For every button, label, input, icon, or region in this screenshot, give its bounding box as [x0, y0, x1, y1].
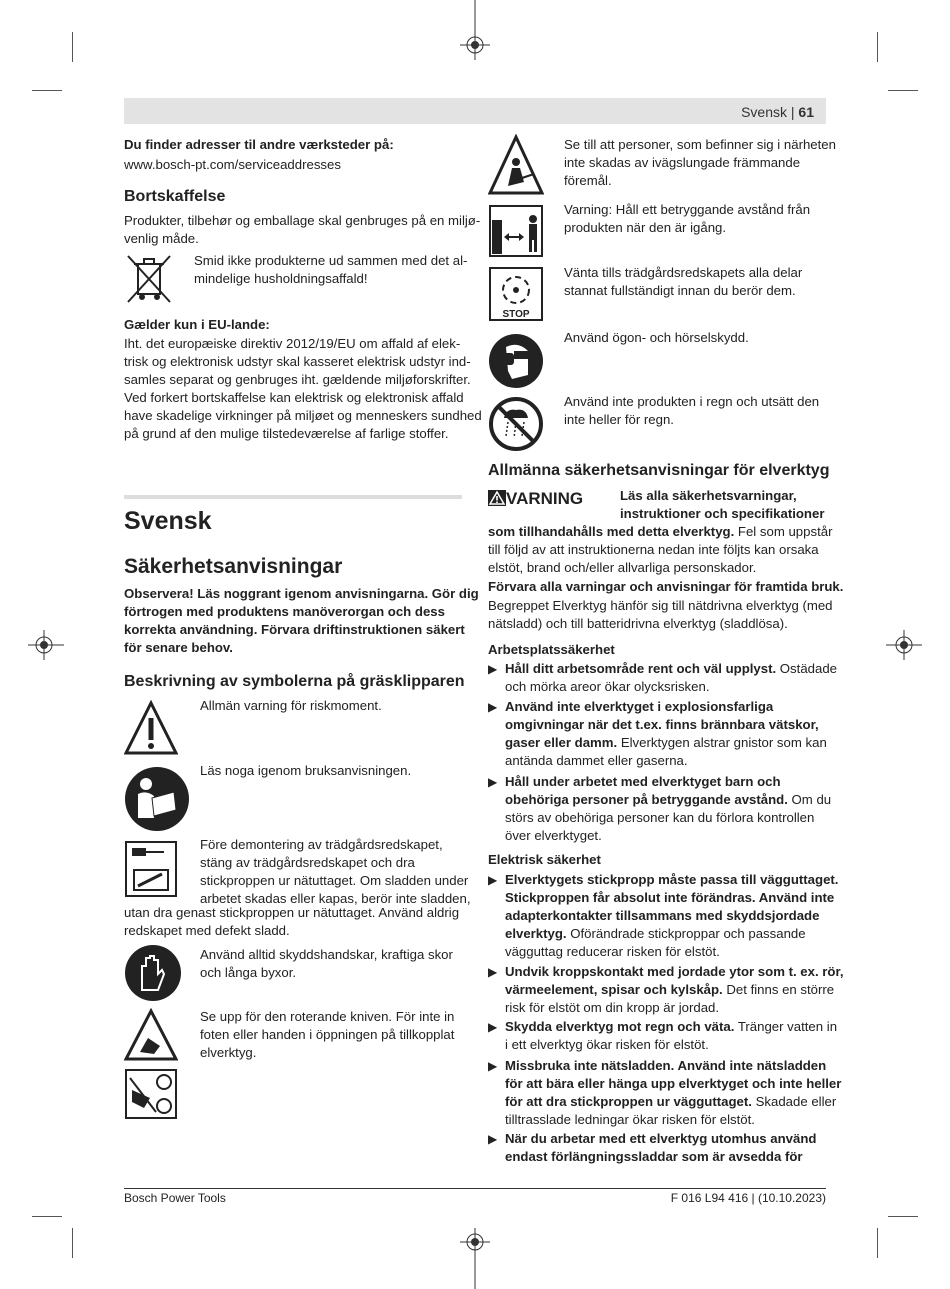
- disposal-title: Bortskaffelse: [124, 188, 226, 205]
- disposal-text: Produkter, tilbehør og emballage skal genbruges på en miljø- venlig måde.: [124, 213, 481, 246]
- bullet-arrow-icon: ▶: [488, 873, 498, 887]
- bullet-arrow-icon: ▶: [488, 775, 498, 789]
- bullet-arrow-icon: ▶: [488, 965, 498, 979]
- footer-brand: Bosch Power Tools: [124, 1191, 226, 1205]
- bullet-arrow-icon: ▶: [488, 700, 498, 714]
- crossed-bin-icon: [124, 252, 176, 304]
- list-item-work-2: ▶ Använd inte elverktyget i explosionsfarliga omgivningar när det t.ex. finns brännbara vätskor, gaser eller damm. Elverktygen alstrar gnistor som kan antända dammet eller gaserna.: [488, 699, 827, 768]
- list-item-work-1: ▶ Håll ditt arbetsområde rent och väl upplyst. Ostädade och mörka areor ökar olycksrisken.: [488, 661, 837, 694]
- warning-label: VARNING: [488, 489, 583, 509]
- bullet-arrow-icon: ▶: [488, 1020, 498, 1034]
- symbol-3-text: Före demontering av trädgårdsredskapet, stäng av trädgårdsredskapet och dra stickproppen ur nätuttaget. Om sladden under arbetet skadas eller kapas, berör inte sladden,: [200, 837, 471, 906]
- list-item-elec-4: ▶ Missbruka inte nätsladden. Använd inte nätsladden för att bära eller hänga upp elverktyget och inte heller för att dra stickproppen ur vägguttaget. Skadade eller tilltrasslade ledningar ökar risken för elstöt.: [488, 1058, 842, 1127]
- symbols-title: Beskrivning av symbolerna på gräsklipparen: [124, 673, 465, 690]
- language-title: Svensk: [124, 507, 212, 535]
- rotating-blade-hand-icon: [124, 1008, 178, 1062]
- registration-mark-icon: [886, 630, 922, 660]
- svg-text:STOP: STOP: [502, 309, 530, 320]
- keep-instructions: Förvara alla varningar och anvisningar för framtida bruk.: [488, 579, 844, 594]
- list-item-elec-1: ▶ Elverktygets stickpropp måste passa till vägguttaget. Stickproppen får absolut inte förändras. Använd inte adapterkontakter tillsammans med skyddsjordade elverktyg. Oförändrade stickproppar och passande vägguttag reducerar risken för elstöt.: [488, 872, 839, 959]
- keep-hands-away-icon: [124, 1068, 178, 1120]
- section-separator: [124, 495, 462, 499]
- addresses-title: Du finder adresser til andre værksteder på:: [124, 137, 394, 152]
- warning-text: Läs alla säkerhetsvarningar, instruktioner och specifikationer: [620, 488, 825, 521]
- no-rain-icon: [488, 396, 544, 452]
- page-header: Svensk | 61: [741, 104, 814, 120]
- symbol-1-text: Allmän varning för riskmoment.: [200, 698, 382, 713]
- registration-mark-icon: [28, 630, 64, 660]
- unplug-icon: [124, 840, 178, 898]
- eu-title: Gælder kun i EU-lande:: [124, 317, 270, 332]
- symbol-3-text-cont: utan dra genast stickproppen ur nätuttaget. Använd aldrig redskapet med defekt sladd.: [124, 905, 460, 938]
- eye-ear-protection-icon: [488, 333, 544, 389]
- thrown-objects-icon: [488, 134, 544, 196]
- keep-distance-icon: [488, 204, 544, 258]
- work-area-title: Arbetsplatssäkerhet: [488, 642, 615, 657]
- registration-mark-icon: [460, 0, 490, 60]
- bullet-arrow-icon: ▶: [488, 1132, 498, 1146]
- bullet-arrow-icon: ▶: [488, 1059, 498, 1073]
- safety-title: Säkerhetsanvisningar: [124, 555, 343, 578]
- term-definition: Begreppet Elverktyg hänför sig till nätdrivna elverktyg (med nätsladd) och till batteridrivna elverktyg (sladdlösa).: [488, 598, 833, 631]
- footer-rule: [124, 1188, 826, 1189]
- header-bar: [124, 98, 826, 124]
- general-safety-title: Allmänna säkerhetsanvisningar för elverktyg: [488, 462, 830, 479]
- list-item-work-3: ▶ Håll under arbetet med elverktyget barn och obehöriga personer på betryggande avstånd. Om du störs av obehöriga personer kan du förlora kontrollen över elverktyget.: [488, 774, 832, 843]
- right-symbol-4-text: Använd ögon- och hörselskydd.: [564, 330, 749, 345]
- right-symbol-1-text: Se till att personer, som befinner sig i närheten inte skadas av ivägslungade främmande föremål.: [564, 137, 836, 188]
- warning-continued: som tillhandahålls med detta elverktyg. Fel som uppstår till följd av att instruktionerna nedan inte följts kan orsaka elstöt, brand och/eller allvarliga personskador.: [488, 524, 833, 575]
- symbol-5-text: Se upp för den roterande kniven. För inte in foten eller handen i öppningen på tillkopplat elverktyg.: [200, 1009, 455, 1060]
- footer-doc-id: F 016 L94 416 | (10.10.2023): [670, 1191, 826, 1205]
- right-symbol-2-text: Varning: Håll ett betryggande avstånd från produkten när den är igång.: [564, 202, 811, 235]
- right-symbol-3-text: Vänta tills trädgårdsredskapets alla delar stannat fullständigt innan du berör dem.: [564, 265, 803, 298]
- list-item-elec-5: ▶ När du arbetar med ett elverktyg utomhus använd endast förlängningssladdar som är avsedda för: [488, 1131, 817, 1164]
- electrical-title: Elektrisk säkerhet: [488, 852, 601, 867]
- list-item-elec-3: ▶ Skydda elverktyg mot regn och väta. Tränger vatten in i ett elverktyg ökar risken för elstöt.: [488, 1019, 838, 1052]
- right-symbol-5-text: Använd inte produkten i regn och utsätt den inte heller för regn.: [564, 394, 820, 427]
- list-item-elec-2: ▶ Undvik kroppskontakt med jordade ytor som t. ex. rör, värmeelement, spisar och kylskåp. Det finns en större risk för elstöt om din kropp är jordad.: [488, 964, 844, 1015]
- stop-rotation-icon: [488, 266, 544, 322]
- warning-triangle-icon: [124, 700, 178, 756]
- bullet-arrow-icon: ▶: [488, 662, 498, 676]
- addresses-url: www.bosch-pt.com/serviceaddresses: [124, 157, 341, 172]
- eu-paragraph: Iht. det europæiske direktiv 2012/19/EU om affald af elek- trisk og elektronisk udstyr skal kasseret elektrisk udstyr ind- samles separat og genbruges iht. gældende miljøforskrifter. Ved forkert bortskaffelse kan elektrisk og elektronisk affald have skadelige virkninger på miljøet og menneskers sundhed på grund af den mulige tilstedeværelse af farlige stoffer.: [124, 336, 482, 441]
- observe-paragraph: Observera! Läs noggrant igenom anvisningarna. Gör dig förtrogen med produktens manöverorgan och dess korrekta användning. Förvara driftinstruktionen säkert för senare behov.: [124, 586, 479, 655]
- registration-mark-icon: [460, 1228, 490, 1289]
- warning-icon: [488, 490, 506, 506]
- page-number: 61: [798, 104, 814, 120]
- read-manual-icon: [124, 766, 190, 832]
- symbol-2-text: Läs noga igenom bruksanvisningen.: [200, 763, 412, 778]
- disposal-warning: Smid ikke produkterne ud sammen med det al- mindelige husholdningsaffald!: [194, 253, 468, 286]
- symbol-4-text: Använd alltid skyddshandskar, kraftiga skor och långa byxor.: [200, 947, 453, 980]
- gloves-icon: [124, 944, 182, 1002]
